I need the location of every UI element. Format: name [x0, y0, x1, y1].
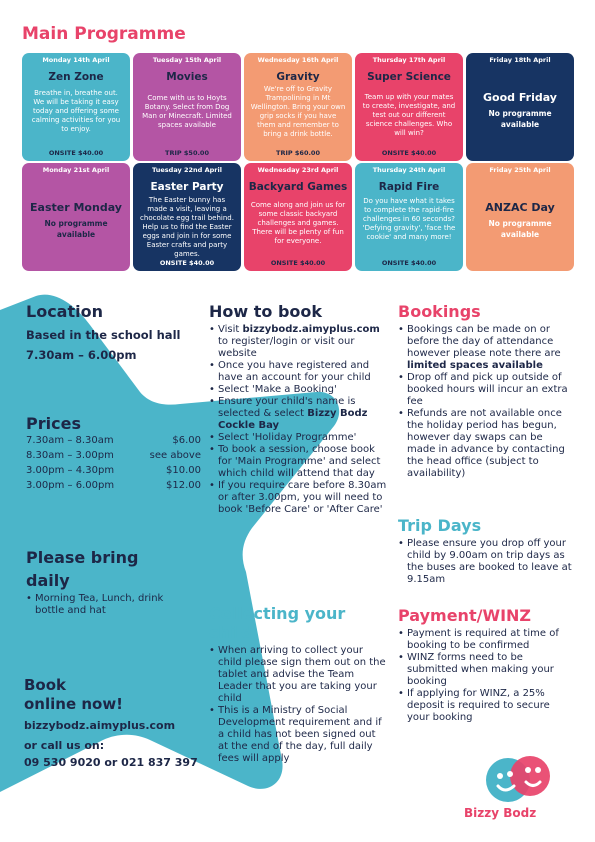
- bookings-heading: Bookings: [398, 302, 481, 321]
- booking-website-link[interactable]: bizzybodz.aimyplus.com: [24, 719, 176, 732]
- list-item: • If you require care before 8.30am or after 3.00pm, you will need to book 'Before Care' or 'After Care': [209, 480, 387, 516]
- prices-section: [26, 414, 206, 493]
- location-line: Based in the school hall: [26, 328, 181, 342]
- programme-tile-rapid-fire: [355, 163, 463, 271]
- programme-tile-backyard-games: [244, 163, 352, 271]
- tile-title: Easter Party: [150, 181, 224, 193]
- main-programme-heading: Main Programme: [22, 24, 186, 44]
- tile-description: Come along and join us for some classic backyard challenges and games. There will be plenty of fun for everyone.: [250, 201, 346, 245]
- list-item: • Please ensure you drop off your child by 9.00am on trip days as the buses are booked to leave at 9.15am: [398, 538, 574, 586]
- location-hours: 7.30am – 6.00pm: [26, 348, 137, 362]
- list-item: • To book a session, choose book for 'Main Programme' and select which child will attend that day: [209, 444, 387, 480]
- tile-day: Tuesday 22nd April: [152, 166, 222, 174]
- price-time: 7.30am – 8.30am: [26, 435, 114, 446]
- tile-day: Thursday 17th April: [372, 56, 446, 64]
- programme-tile-zen-zone: [22, 53, 130, 161]
- programme-tile-movies: [133, 53, 241, 161]
- price-value: see above: [149, 450, 201, 461]
- list-item: • Visit bizzybodz.aimyplus.com to register/login or visit our website: [209, 324, 387, 360]
- price-time: 8.30am – 3.00pm: [26, 450, 114, 461]
- please-bring-heading-line2: daily: [26, 571, 70, 590]
- tile-note: No programme available: [44, 219, 108, 239]
- tile-title: Backyard Games: [248, 181, 348, 193]
- tile-description: Team up with your mates to create, investigate, and test out our different science challenges. Who will win?: [362, 93, 456, 137]
- list-item: • Select 'Holiday Programme': [209, 432, 387, 444]
- book-heading: Book: [24, 676, 67, 694]
- tile-title: Zen Zone: [48, 71, 104, 83]
- tile-price: ONSITE $40.00: [159, 259, 215, 267]
- programme-tile-gravity: [244, 53, 352, 161]
- list-item: • Bookings can be made on or before the day of attendance however please note there are limited spaces available: [398, 324, 574, 372]
- list-item: • Once you have registered and have an account for your child: [209, 360, 387, 384]
- tile-title: Rapid Fire: [378, 181, 440, 193]
- price-row: [26, 448, 201, 463]
- programme-tile-super-science: [355, 53, 463, 161]
- tile-price: ONSITE $40.00: [270, 259, 326, 267]
- list-item: • Select 'Make a Booking': [209, 384, 387, 396]
- tile-price: TRIP $60.00: [276, 149, 320, 157]
- collecting-heading: Collecting your: [209, 604, 346, 623]
- logo-text: Bizzy Bodz: [464, 806, 537, 820]
- please-bring-section: [26, 548, 186, 617]
- bookings-section: [398, 302, 574, 480]
- programme-tile-easter-party: [133, 163, 241, 271]
- tile-description: We're off to Gravity Trampolining in Mt Wellington. Bring your own grip socks if you have them and remember to bring a drink bottle.: [250, 85, 346, 138]
- call-us-label: or call us on:: [24, 739, 105, 752]
- payment-section: [398, 606, 574, 724]
- tile-description: Do you have what it takes to complete the rapid-fire challenges in 60 seconds? 'Defying gravity', 'face the cookie' and many more!: [362, 197, 456, 241]
- trip-days-heading: Trip Days: [398, 516, 482, 535]
- tile-day: Thursday 24th April: [372, 166, 446, 174]
- price-time: 3.00pm – 6.00pm: [26, 480, 115, 491]
- price-row: [26, 433, 201, 448]
- list-item: • Drop off and pick up outside of booked hours will incur an extra fee: [398, 372, 574, 408]
- payment-list: [398, 628, 574, 724]
- list-item: • This is a Ministry of Social Development requirement and if a child has not been signed out at the end of the day, full daily fees will apply: [209, 705, 387, 765]
- programme-tile-anzac-day: [466, 163, 574, 271]
- tile-day: Monday 21st April: [42, 166, 110, 174]
- how-to-book-list: [209, 324, 387, 516]
- collecting-section: [209, 604, 387, 765]
- payment-heading: Payment/WINZ: [398, 606, 532, 625]
- phone-numbers: 09 530 9020 or 021 837 397: [24, 756, 198, 769]
- tile-title: Good Friday: [483, 91, 557, 104]
- tile-title: Easter Monday: [30, 201, 122, 214]
- tile-title: Gravity: [276, 71, 320, 83]
- booking-url-link[interactable]: bizzybodz.aimyplus.com: [242, 324, 380, 335]
- price-value: $6.00: [172, 435, 201, 446]
- tile-price: ONSITE $40.00: [381, 149, 437, 157]
- tile-day: Friday 25th April: [489, 166, 551, 174]
- location-heading: Location: [26, 302, 103, 321]
- trip-days-list: [398, 538, 574, 586]
- bring-list: [26, 593, 186, 617]
- tile-note: No programme available: [488, 219, 552, 239]
- list-item: • Payment is required at time of booking to be confirmed: [398, 628, 574, 652]
- tile-day: Wednesday 16th April: [257, 56, 339, 64]
- tile-price: ONSITE $40.00: [48, 149, 104, 157]
- price-row: [26, 478, 201, 493]
- tile-description: The Easter bunny has made a visit, leaving a chocolate egg trail behind. Help us to find the Easter eggs and join in for some Easter crafts and party games.: [140, 196, 234, 258]
- how-to-book-section: [209, 302, 387, 516]
- list-item: • WINZ forms need to be submitted when making your booking: [398, 652, 574, 688]
- tile-note: No programme available: [488, 109, 552, 129]
- tile-day: Wednesday 23rd April: [257, 166, 339, 174]
- tile-day: Monday 14th April: [42, 56, 110, 64]
- programme-tile-good-friday: [466, 53, 574, 161]
- how-to-book-heading: How to book: [209, 302, 323, 321]
- tile-description: Come with us to Hoyts Botany. Select from Dog Man or Minecraft. Limited spaces available: [142, 94, 232, 129]
- list-item: • Ensure your child's name is selected & select Bizzy Bodz Cockle Bay: [209, 396, 387, 432]
- programme-tile-easter-monday: [22, 163, 130, 271]
- book-heading-line2: online now!: [24, 695, 124, 713]
- bookings-list: [398, 324, 574, 480]
- trip-days-section: [398, 516, 574, 586]
- book-online-section: [24, 676, 214, 769]
- price-row: [26, 463, 201, 478]
- list-item: • Refunds are not available once the holiday period has begun, however day swaps can be made in advance by contacting the head office (subject to availability): [398, 408, 574, 480]
- price-value: $10.00: [166, 465, 201, 476]
- tile-description: Breathe in, breathe out. We will be taking it easy today and offering some calming activities for you to enjoy.: [31, 89, 121, 133]
- list-item: • If applying for WINZ, a 25% deposit is required to secure your booking: [398, 688, 574, 724]
- price-value: $12.00: [166, 480, 201, 491]
- tile-day: Friday 18th April: [489, 56, 551, 64]
- tile-title: Super Science: [367, 71, 451, 83]
- price-time: 3.00pm – 4.30pm: [26, 465, 115, 476]
- collecting-heading-line2: child: [209, 623, 253, 642]
- tile-price: ONSITE $40.00: [381, 259, 437, 267]
- location-section: [26, 302, 206, 363]
- tile-title: ANZAC Day: [485, 201, 555, 214]
- list-item: • When arriving to collect your child please sign them out on the tablet and advise the Team Leader that you are taking your child: [209, 645, 387, 705]
- list-item: • Morning Tea, Lunch, drink bottle and hat: [26, 593, 186, 617]
- prices-heading: Prices: [26, 414, 81, 433]
- tile-price: TRIP $50.00: [165, 149, 209, 157]
- tile-day: Tuesday 15th April: [152, 56, 222, 64]
- please-bring-heading: Please bring: [26, 548, 139, 567]
- tile-title: Movies: [166, 71, 208, 83]
- collecting-list: [209, 645, 387, 765]
